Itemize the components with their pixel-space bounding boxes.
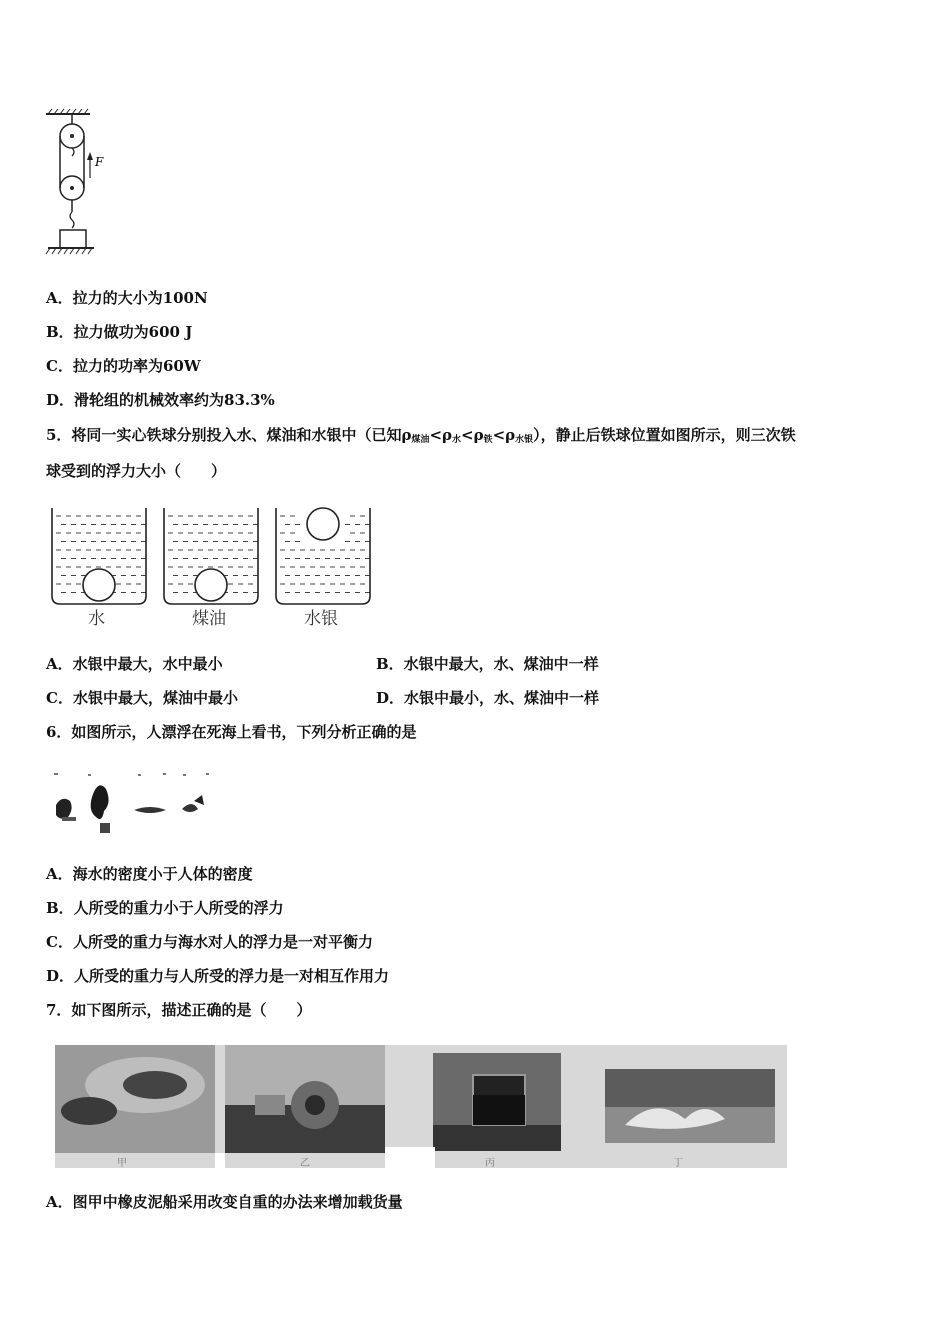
q6-option-d: D．人所受的重力与人所受的浮力是一对相互作用力 (46, 967, 390, 985)
iron-ball-containers-figure (44, 500, 384, 635)
q6-option-a: A．海水的密度小于人体的密度 (46, 865, 253, 883)
photo-jia (55, 1045, 215, 1153)
photo-bing (433, 1053, 561, 1151)
q4-option-a: A．拉力的大小为100N (46, 289, 208, 307)
q7-stem: 7．如下图所示，描述正确的是（ ） (46, 1001, 312, 1019)
q5-stem-line2: 球受到的浮力大小（ ） (46, 462, 227, 480)
container-label-kerosene: 煤油 (192, 609, 226, 629)
force-label: F (95, 155, 104, 169)
q5-option-a: A．水银中最大，水中最小 (46, 655, 223, 673)
photo-label-ding: 丁 (673, 1158, 683, 1168)
photo-ding (605, 1069, 775, 1143)
q6-option-b: B．人所受的重力小于人所受的浮力 (46, 899, 284, 917)
q5-option-c: C．水银中最大，煤油中最小 (46, 689, 238, 707)
photo-label-bing: 丙 (485, 1158, 495, 1168)
q4-option-b: B．拉力做功为600 J (46, 323, 193, 341)
dead-sea-photo (48, 765, 213, 845)
q5-option-b: B．水银中最大，水、煤油中一样 (376, 655, 599, 673)
q6-stem: 6．如图所示，人漂浮在死海上看书，下列分析正确的是 (46, 723, 417, 741)
pulley-system-figure (38, 108, 118, 263)
four-photos-figure (55, 1045, 787, 1168)
q6-option-c: C．人所受的重力与海水对人的浮力是一对平衡力 (46, 933, 373, 951)
q4-option-c: C．拉力的功率为60W (46, 357, 201, 375)
container-label-mercury: 水银 (304, 609, 338, 629)
photo-yi (225, 1045, 385, 1153)
q5-option-d: D．水银中最小，水、煤油中一样 (376, 689, 600, 707)
q4-option-d: D．滑轮组的机械效率约为83.3% (46, 391, 275, 409)
container-label-water: 水 (88, 609, 105, 629)
q7-option-a: A．图甲中橡皮泥船采用改变自重的办法来增加载货量 (46, 1193, 403, 1211)
q5-stem: 5．将同一实心铁球分别投入水、煤油和水银中（已知$\rho_{煤油}<\rho_水<\rho_铁<\rho_{水银}$），静止后铁球位置如图所示，则三次铁 (46, 426, 796, 445)
photo-label-yi: 乙 (300, 1158, 310, 1168)
photo-label-jia: 甲 (117, 1158, 127, 1168)
